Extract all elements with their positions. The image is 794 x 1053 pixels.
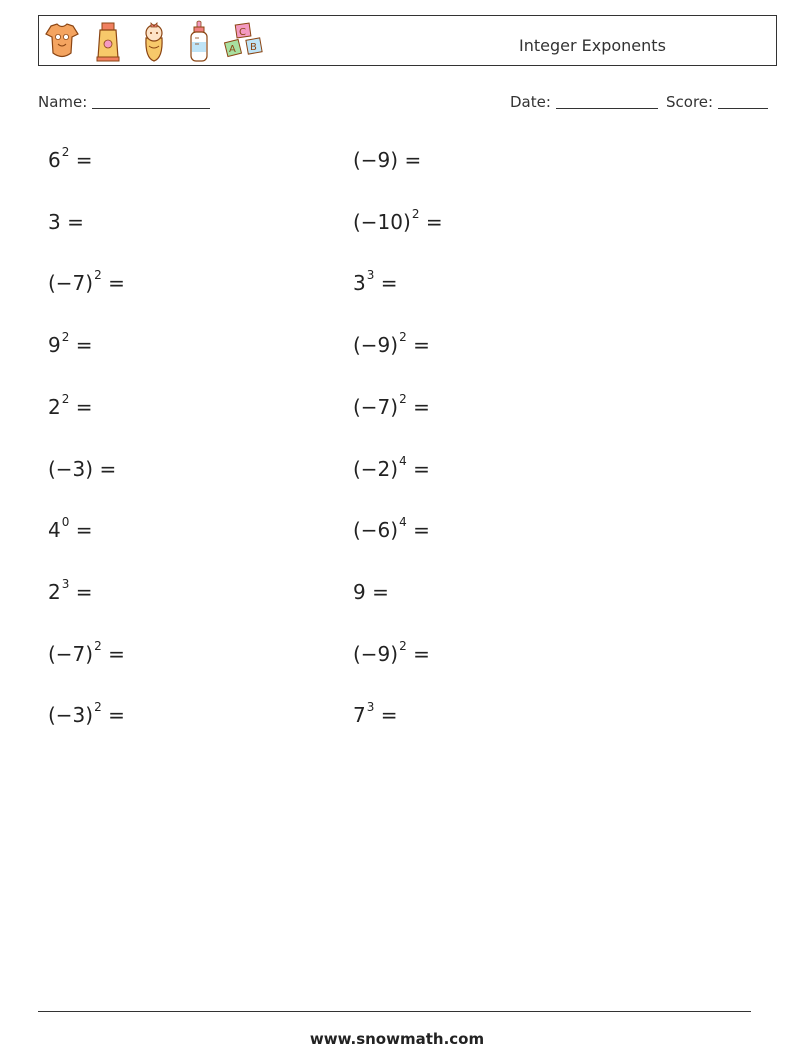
equals-sign: = [413,642,430,666]
problem-left-10 [48,700,125,727]
problem-base: 7 [353,703,366,727]
name-blank [92,93,210,109]
equals-sign: = [75,580,93,604]
equals-sign: = [372,580,389,604]
worksheet-title: Integer Exponents [519,36,666,55]
problem-left-5 [48,392,93,419]
problem-exponent: 2 [94,639,102,654]
problem-exponent: 2 [61,392,70,407]
equals-sign: = [75,395,93,419]
problem-right-4 [353,330,430,357]
equals-sign: = [108,271,125,295]
problem-exponent: 3 [61,577,70,592]
problem-right-6 [353,454,430,481]
equals-sign: = [413,457,430,481]
problem-left-1 [48,145,93,172]
worksheet-header [38,15,777,66]
problem-right-7 [353,515,430,542]
problem-left-8 [48,577,93,604]
problem-left-9 [48,639,125,666]
problem-right-1 [353,148,421,172]
problem-exponent: 3 [366,700,375,715]
equals-sign: = [108,642,125,666]
problem-exponent: 2 [61,145,70,160]
problem-base: 3 [48,210,61,234]
date-blank [556,93,658,109]
svg-text:C: C [239,27,246,38]
problem-right-10 [353,700,398,727]
name-field [38,93,210,111]
problem-exponent: 2 [399,639,407,654]
problem-base: 2 [48,395,61,419]
score-field [666,93,768,111]
problem-exponent: 2 [94,268,102,283]
problem-base: (−10) [353,210,411,234]
problem-base: 9 [48,333,61,357]
problem-right-3 [353,268,398,295]
baby-bottle-icon [187,20,211,64]
score-blank [718,93,768,109]
problem-base: (−7) [353,395,399,419]
equals-sign: = [380,703,398,727]
swaddled-baby-icon [139,20,169,64]
score-label: Score: [666,93,714,111]
problem-right-9 [353,639,430,666]
problem-base: (−7) [48,642,94,666]
problem-base: (−3) [48,457,94,481]
problem-exponent: 2 [411,207,420,222]
problem-base: (−9) [353,642,399,666]
problem-exponent: 2 [399,392,407,407]
problem-base: (−9) [353,333,399,357]
problem-base: (−2) [353,457,399,481]
problem-exponent: 0 [61,515,70,530]
problem-left-3 [48,268,125,295]
problem-right-8 [353,580,389,604]
equals-sign: = [99,457,117,481]
svg-text:B: B [250,42,257,53]
baby-bodysuit-icon [43,20,81,64]
equals-sign: = [413,333,430,357]
baby-cream-icon [93,20,123,64]
problem-base: (−3) [48,703,94,727]
problem-base: 4 [48,518,61,542]
problem-base: (−6) [353,518,399,542]
problem-right-5 [353,392,430,419]
equals-sign: = [380,271,398,295]
problem-base: 9 [353,580,366,604]
problem-base: (−9) [353,148,399,172]
footer-divider [38,1011,751,1012]
equals-sign: = [404,148,422,172]
svg-text:A: A [229,44,236,55]
equals-sign: = [67,210,84,234]
equals-sign: = [75,148,93,172]
problem-exponent: 2 [61,330,70,345]
problem-left-4 [48,330,93,357]
problem-exponent: 4 [399,515,407,530]
name-label: Name: [38,93,88,111]
equals-sign: = [75,333,93,357]
problem-exponent: 2 [399,330,407,345]
date-label: Date: [510,93,551,111]
problem-right-2 [353,207,443,234]
problem-base: (−7) [48,271,94,295]
problem-base: 2 [48,580,61,604]
equals-sign: = [425,210,443,234]
problem-left-7 [48,515,93,542]
equals-sign: = [75,518,93,542]
problem-exponent: 2 [94,700,102,715]
equals-sign: = [108,703,125,727]
equals-sign: = [413,395,430,419]
problem-base: 6 [48,148,61,172]
problem-left-6 [48,457,116,481]
problem-exponent: 3 [366,268,375,283]
problem-exponent: 4 [399,454,407,469]
abc-blocks-icon [221,20,269,64]
date-field [510,93,658,111]
equals-sign: = [413,518,430,542]
footer-url: www.snowmath.com [309,1030,485,1048]
problem-left-2 [48,210,84,234]
problem-base: 3 [353,271,366,295]
